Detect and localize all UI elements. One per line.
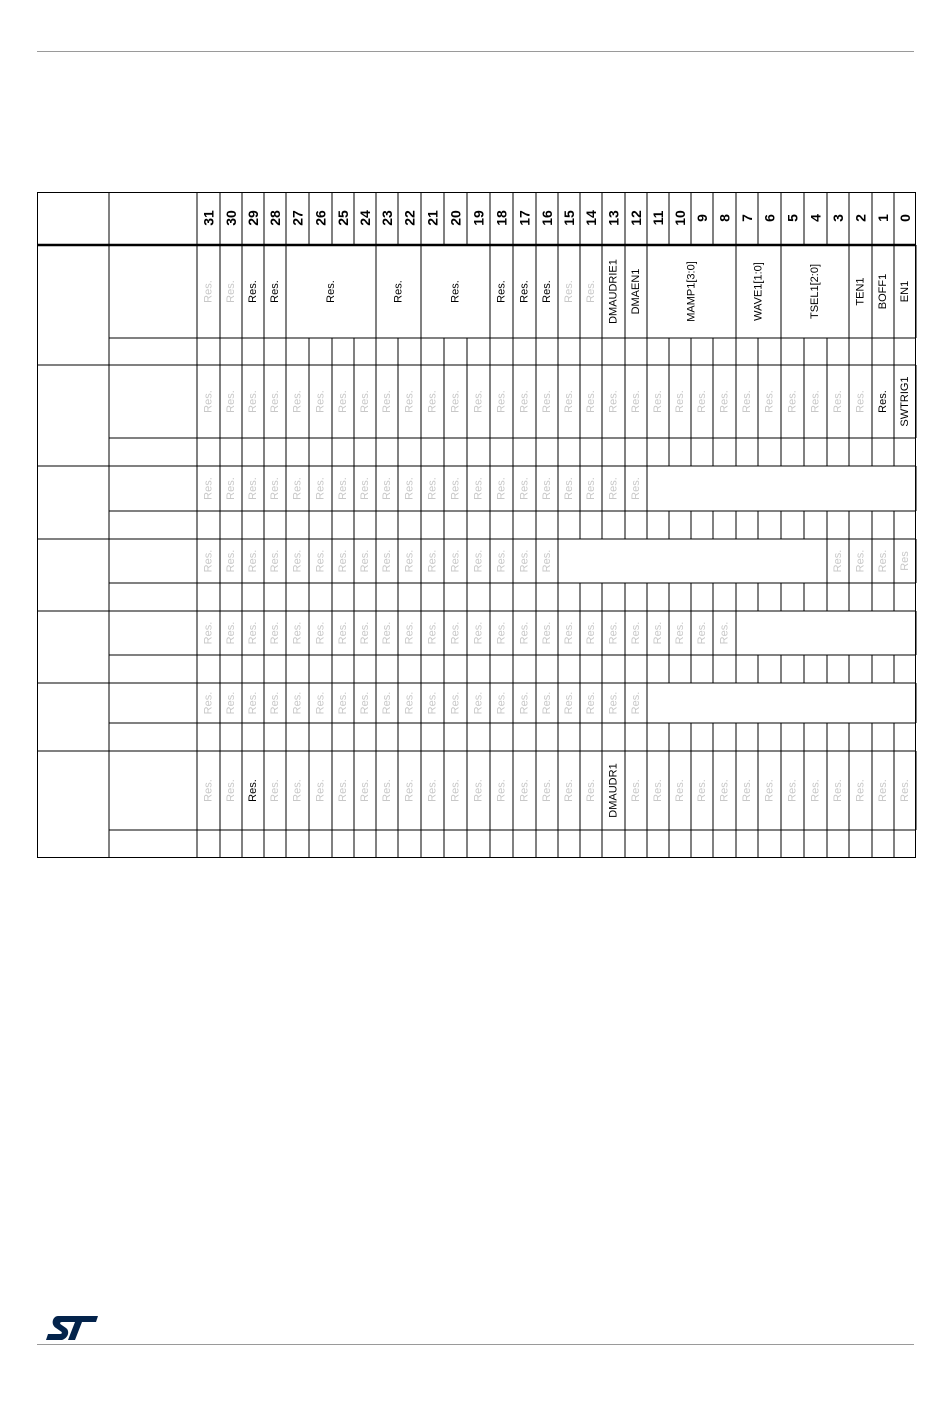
reserved-bit-field: Res. [337, 549, 349, 573]
bit-field-dmaen1: DMAEN1 [630, 268, 642, 315]
reserved-bit-field: Res. [225, 390, 237, 413]
reserved-bit-field: Res. [225, 691, 237, 715]
bit-field-res: Res. [247, 280, 259, 303]
reserved-bit-field: Res. [541, 779, 553, 802]
reserved-bit-field: Res. [854, 390, 867, 413]
bit-field-res: Res. [325, 280, 337, 303]
bit-field-en1: EN1 [899, 280, 911, 303]
reserved-bit-field: Res. [381, 621, 393, 645]
bit-number-20: 20 [447, 210, 464, 226]
bit-number-15: 15 [561, 210, 577, 226]
reserved-bit-field: Res. [541, 477, 553, 500]
bit-number-23: 23 [379, 210, 395, 226]
reserved-bit-field: Res. [718, 621, 731, 645]
reserved-bit-field: Res [899, 551, 911, 571]
bit-number-22: 22 [401, 210, 418, 226]
reserved-bit-field: Res. [563, 691, 575, 715]
reserved-bit-field: Res. [563, 280, 575, 303]
reserved-bit-field: Res. [472, 779, 485, 802]
reserved-bit-field: Res. [585, 390, 597, 413]
bit-field-res: Res. [247, 779, 259, 802]
reserved-bit-field: Res. [291, 691, 304, 715]
reserved-bit-field: Res. [202, 390, 215, 413]
st-logo [44, 1314, 100, 1342]
reserved-bit-field: Res. [630, 779, 642, 802]
bit-number-7: 7 [739, 214, 755, 222]
reserved-bit-field: Res. [314, 477, 327, 500]
reserved-bit-field: Res. [674, 779, 686, 802]
reserved-bit-field: Res. [449, 621, 462, 645]
bit-number-3: 3 [830, 214, 846, 222]
reserved-bit-field: Res. [518, 691, 531, 715]
bit-number-30: 30 [223, 210, 239, 226]
reserved-bit-field: Res. [854, 549, 867, 573]
reserved-bit-field: Res. [877, 779, 889, 802]
bit-number-28: 28 [267, 210, 283, 226]
reserved-bit-field: Res. [563, 779, 575, 802]
reserved-bit-field: Res. [563, 390, 575, 413]
bit-number-8: 8 [716, 214, 733, 222]
reserved-bit-field: Res. [518, 390, 531, 413]
bit-field-ten1: TEN1 [854, 277, 867, 306]
bit-field-mamp1-3-0: MAMP1[3:0] [685, 261, 698, 322]
reserved-bit-field: Res. [202, 477, 215, 500]
reserved-bit-field: Res. [403, 390, 416, 413]
reserved-bit-field: Res. [607, 621, 620, 645]
reserved-bit-field: Res. [541, 621, 553, 645]
reserved-bit-field: Res. [225, 280, 237, 303]
reserved-bit-field: Res. [291, 477, 304, 500]
reserved-bit-field: Res. [472, 549, 485, 573]
bit-number-9: 9 [694, 214, 710, 222]
bit-number-18: 18 [493, 210, 510, 226]
reserved-bit-field: Res. [718, 779, 731, 802]
reserved-bit-field: Res. [541, 549, 553, 573]
reserved-bit-field: Res. [495, 477, 508, 500]
bit-number-12: 12 [628, 210, 644, 226]
bit-field-res: Res. [541, 280, 553, 303]
bit-number-19: 19 [470, 210, 487, 226]
reserved-bit-field: Res. [472, 691, 485, 715]
reserved-bit-field: Res. [696, 779, 708, 802]
reserved-bit-field: Res. [337, 691, 349, 715]
reserved-bit-field: Res. [269, 477, 281, 500]
reserved-bit-field: Res. [269, 779, 281, 802]
bit-field-dmaudrie1: DMAUDRIE1 [607, 259, 620, 324]
bit-number-11: 11 [650, 210, 666, 226]
bit-field-swtrig1: SWTRIG1 [899, 376, 911, 427]
reserved-bit-field: Res. [786, 390, 799, 413]
bit-number-21: 21 [424, 210, 441, 226]
reserved-bit-field: Res. [541, 691, 553, 715]
reserved-bit-field: Res. [832, 549, 844, 573]
reserved-bit-field: Res. [495, 390, 508, 413]
reserved-bit-field: Res. [426, 691, 439, 715]
reserved-bit-field: Res. [495, 779, 508, 802]
reserved-bit-field: Res. [472, 477, 485, 500]
reserved-bit-field: Res. [809, 390, 822, 413]
reserved-bit-field: Res. [381, 779, 393, 802]
bit-number-29: 29 [245, 210, 261, 226]
bit-number-0: 0 [897, 214, 913, 222]
reserved-bit-field: Res. [854, 779, 867, 802]
reserved-bit-field: Res. [763, 390, 776, 413]
reserved-bit-field: Res. [518, 477, 531, 500]
reserved-bit-field: Res. [202, 549, 215, 573]
bit-number-13: 13 [605, 210, 622, 226]
bit-number-10: 10 [672, 210, 688, 226]
reserved-bit-field: Res. [337, 621, 349, 645]
reserved-bit-field: Res. [495, 691, 508, 715]
reserved-bit-field: Res. [630, 390, 642, 413]
reserved-bit-field: Res. [381, 691, 393, 715]
reserved-bit-field: Res. [359, 779, 371, 802]
reserved-bit-field: Res. [359, 691, 371, 715]
reserved-bit-field: Res. [472, 621, 485, 645]
reserved-bit-field: Res. [202, 691, 215, 715]
reserved-bit-field: Res. [585, 691, 597, 715]
reserved-bit-field: Res. [696, 621, 708, 645]
bit-number-27: 27 [289, 210, 306, 226]
reserved-bit-field: Res. [630, 691, 642, 715]
reserved-bit-field: Res. [449, 691, 462, 715]
reserved-bit-field: Res. [247, 390, 259, 413]
bit-number-4: 4 [807, 214, 824, 222]
reserved-bit-field: Res. [291, 549, 304, 573]
reserved-bit-field: Res. [291, 621, 304, 645]
reserved-bit-field: Res. [563, 477, 575, 500]
reserved-bit-field: Res. [403, 549, 416, 573]
reserved-bit-field: Res. [518, 549, 531, 573]
bottom-rule [37, 1344, 914, 1345]
reserved-bit-field: Res. [585, 779, 597, 802]
reserved-bit-field: Res. [403, 691, 416, 715]
reserved-bit-field: Res. [359, 549, 371, 573]
bit-field-dmaudr1: DMAUDR1 [607, 763, 620, 818]
reserved-bit-field: Res. [607, 390, 620, 413]
reserved-bit-field: Res. [426, 477, 439, 500]
reserved-bit-field: Res. [426, 549, 439, 573]
reserved-bit-field: Res. [426, 779, 439, 802]
reserved-bit-field: Res. [225, 477, 237, 500]
reserved-bit-field: Res. [630, 477, 642, 500]
reserved-bit-field: Res. [381, 549, 393, 573]
reserved-bit-field: Res. [585, 477, 597, 500]
bit-number-26: 26 [312, 210, 329, 226]
reserved-bit-field: Res. [607, 691, 620, 715]
reserved-bit-field: Res. [225, 621, 237, 645]
reserved-bit-field: Res. [877, 549, 889, 573]
reserved-bit-field: Res. [809, 779, 822, 802]
reserved-bit-field: Res. [291, 779, 304, 802]
reserved-bit-field: Res. [674, 621, 686, 645]
reserved-bit-field: Res. [449, 549, 462, 573]
bit-number-6: 6 [761, 214, 778, 222]
bit-field-res: Res. [392, 280, 405, 303]
reserved-bit-field: Res. [630, 621, 642, 645]
bit-field-res: Res. [449, 280, 462, 303]
reserved-bit-field: Res. [337, 477, 349, 500]
bit-number-2: 2 [852, 214, 869, 222]
reserved-bit-field: Res. [449, 779, 462, 802]
reserved-bit-field: Res. [832, 779, 844, 802]
reserved-bit-field: Res. [202, 280, 215, 303]
reserved-bit-field: Res. [696, 390, 708, 413]
reserved-bit-field: Res. [247, 549, 259, 573]
reserved-bit-field: Res. [763, 779, 776, 802]
reserved-bit-field: Res. [291, 390, 304, 413]
reserved-bit-field: Res. [314, 779, 327, 802]
reserved-bit-field: Res. [449, 477, 462, 500]
reserved-bit-field: Res. [832, 390, 844, 413]
bit-number-24: 24 [357, 210, 373, 226]
bit-field-wave1-1-0: WAVE1[1:0] [752, 262, 765, 321]
bit-field-res: Res. [518, 280, 531, 303]
reserved-bit-field: Res. [518, 779, 531, 802]
reserved-bit-field: Res. [314, 549, 327, 573]
reserved-bit-field: Res. [381, 477, 393, 500]
reserved-bit-field: Res. [495, 549, 508, 573]
reserved-bit-field: Res. [247, 691, 259, 715]
bit-field-res: Res. [877, 390, 889, 413]
reserved-bit-field: Res. [359, 477, 371, 500]
bit-number-5: 5 [784, 214, 801, 222]
reserved-bit-field: Res. [652, 390, 664, 413]
reserved-bit-field: Res. [247, 477, 259, 500]
reserved-bit-field: Res. [541, 390, 553, 413]
bit-field-boff1: BOFF1 [877, 273, 889, 310]
reserved-bit-field: Res. [585, 280, 597, 303]
reserved-bit-field: Res. [314, 390, 327, 413]
reserved-bit-field: Res. [337, 779, 349, 802]
reserved-bit-field: Res. [786, 779, 799, 802]
reserved-bit-field: Res. [585, 621, 597, 645]
bit-number-17: 17 [516, 210, 533, 226]
reserved-bit-field: Res. [247, 621, 259, 645]
reserved-bit-field: Res. [359, 390, 371, 413]
reserved-bit-field: Res. [449, 390, 462, 413]
reserved-bit-field: Res. [381, 390, 393, 413]
reserved-bit-field: Res. [225, 779, 237, 802]
table-frame [38, 193, 916, 858]
reserved-bit-field: Res. [741, 390, 753, 413]
reserved-bit-field: Res. [426, 621, 439, 645]
reserved-bit-field: Res. [607, 477, 620, 500]
reserved-bit-field: Res. [718, 390, 731, 413]
reserved-bit-field: Res. [674, 390, 686, 413]
bit-field-tsel1-2-0: TSEL1[2:0] [809, 263, 821, 320]
reserved-bit-field: Res. [403, 779, 416, 802]
bit-number-25: 25 [335, 210, 351, 226]
reserved-bit-field: Res. [652, 779, 664, 802]
reserved-bit-field: Res. [225, 549, 237, 573]
reserved-bit-field: Res. [314, 621, 327, 645]
bit-number-31: 31 [200, 210, 217, 226]
reserved-bit-field: Res. [563, 621, 575, 645]
bit-field-res: Res. [495, 280, 508, 303]
reserved-bit-field: Res. [403, 621, 416, 645]
reserved-bit-field: Res. [314, 691, 327, 715]
reserved-bit-field: Res. [426, 390, 439, 413]
reserved-bit-field: Res. [403, 477, 416, 500]
reserved-bit-field: Res. [359, 621, 371, 645]
bit-number-14: 14 [583, 210, 599, 226]
reserved-bit-field: Res. [741, 779, 753, 802]
bit-number-1: 1 [875, 214, 891, 222]
reserved-bit-field: Res. [269, 390, 281, 413]
reserved-bit-field: Res. [269, 621, 281, 645]
reserved-bit-field: Res. [652, 621, 664, 645]
reserved-bit-field: Res. [495, 621, 508, 645]
reserved-bit-field: Res. [202, 779, 215, 802]
reserved-bit-field: Res. [337, 390, 349, 413]
bit-field-res: Res. [269, 280, 281, 303]
reserved-bit-field: Res. [518, 621, 531, 645]
reserved-bit-field: Res. [269, 549, 281, 573]
reserved-bit-field: Res. [899, 779, 911, 802]
bit-number-16: 16 [539, 210, 555, 226]
reserved-bit-field: Res. [472, 390, 485, 413]
reserved-bit-field: Res. [202, 621, 215, 645]
reserved-bit-field: Res. [269, 691, 281, 715]
